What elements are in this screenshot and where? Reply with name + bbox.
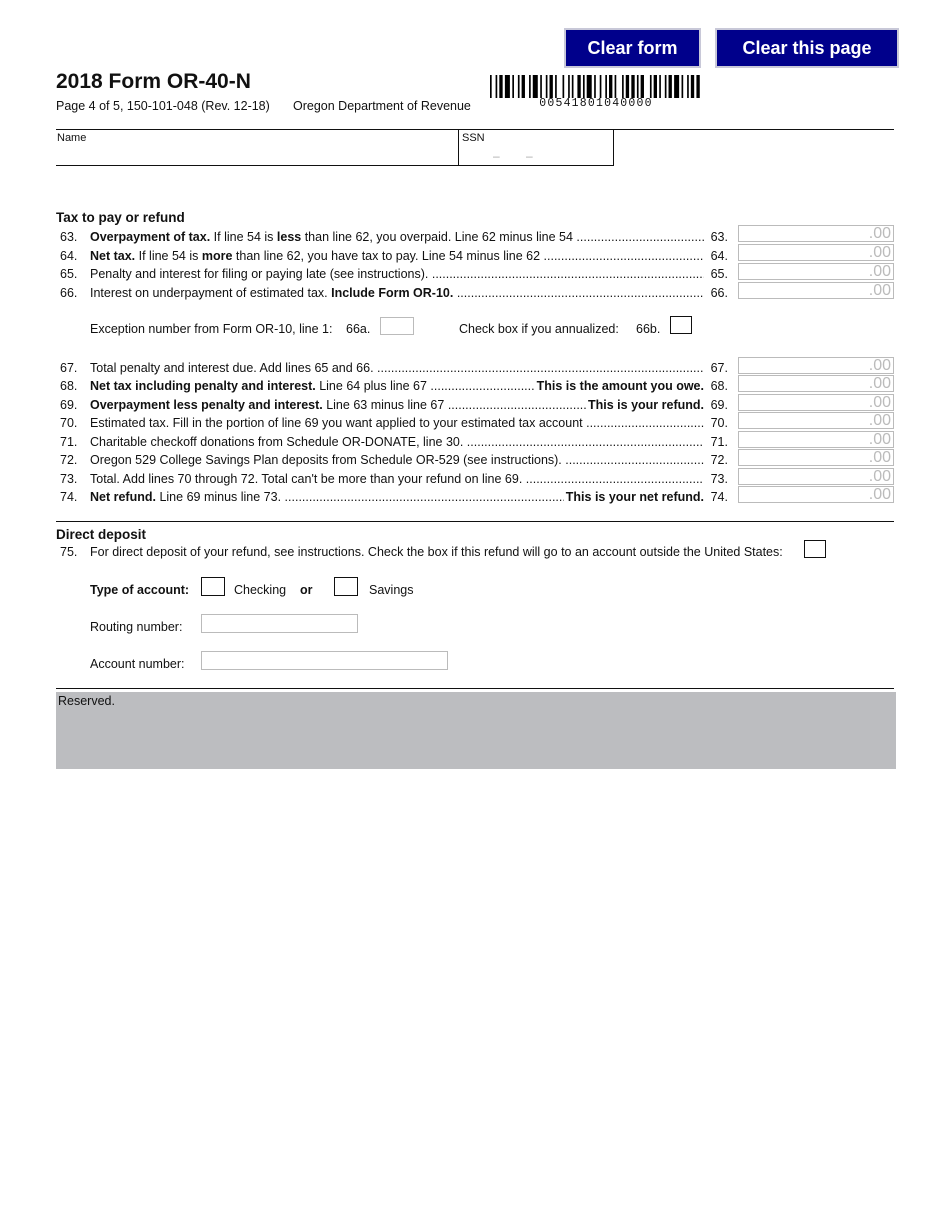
account-label: Account number: [90,657,185,671]
line-ref: 70. [710,416,728,430]
foreign-account-checkbox[interactable] [804,540,826,558]
line-number: 64. [60,249,78,263]
tax-section-title: Tax to pay or refund [56,210,185,225]
line-63 [56,228,728,246]
line-ref: 68. [710,379,728,393]
annualized-checkbox[interactable] [670,316,692,334]
line-callout: This is your net refund. [565,490,704,504]
checking-checkbox[interactable] [201,577,225,596]
line-number: 65. [60,267,78,281]
line-67-amount[interactable]: .00 [738,357,894,374]
direct-deposit-title: Direct deposit [56,527,147,542]
line-63-amount[interactable]: .00 [738,225,894,242]
ssn-field[interactable] [458,130,614,166]
line-description: Overpayment less penalty and interest. Line 63 minus line 67 ..... [90,396,704,414]
line-64-amount[interactable]: .00 [738,244,894,261]
ssn-separator: – [526,149,533,163]
line-ref: 63. [710,230,728,244]
ssn-separator: – [493,149,500,163]
page-info: Page 4 of 5, 150-101-048 (Rev. 12-18) [56,99,270,113]
name-field[interactable] [56,130,458,166]
line-65 [56,265,728,283]
line-description: Overpayment of tax. If line 54 is less than line 62, you overpaid. Line 62 minus line 54 ..... [90,228,704,246]
line-callout: This is the amount you owe. [536,379,704,393]
line-73-amount[interactable]: .00 [738,468,894,485]
line-74-amount[interactable]: .00 [738,486,894,503]
line-66 [56,284,728,302]
line-number: 70. [60,416,78,430]
line-callout: This is your refund. [588,398,704,412]
line-number: 66. [60,286,78,300]
line-description: Net tax. If line 54 is more than line 62, you have tax to pay. Line 54 minus line 62 ..... [90,247,704,265]
account-number-input[interactable] [201,651,448,670]
line-66a-code: 66a. [346,322,371,336]
line-68-amount[interactable]: .00 [738,375,894,392]
reserved-area [56,692,896,769]
line-ref: 64. [710,249,728,263]
line-70 [56,414,728,432]
line-description: Total penalty and interest due. Add lines 65 and 66. ..... [90,359,704,377]
line-70-amount[interactable]: .00 [738,412,894,429]
line-ref: 65. [710,267,728,281]
or-label: or [300,583,313,597]
line-number: 68. [60,379,78,393]
line-66b-code: 66b. [636,322,661,336]
reserved-label: Reserved. [58,694,115,708]
line-ref: 74. [710,490,728,504]
ssn-label: SSN [462,132,485,144]
line-number: 71. [60,435,78,449]
line-66-amount[interactable]: .00 [738,282,894,299]
line-74 [56,488,728,506]
savings-label: Savings [369,583,414,597]
department-name: Oregon Department of Revenue [293,99,471,113]
line-65-amount[interactable]: .00 [738,263,894,280]
line-69 [56,396,728,414]
line-description: Net refund. Line 69 minus line 73. ..... [90,488,704,506]
clear-form-button[interactable]: Clear form [564,28,701,68]
routing-label: Routing number: [90,620,183,634]
exception-number-input[interactable] [380,317,414,335]
line-71-amount[interactable]: .00 [738,431,894,448]
line-description: Total. Add lines 70 through 72. Total can't be more than your refund on line 69. ..... [90,470,704,488]
line-number: 69. [60,398,78,412]
line-75-number: 75. [60,545,78,559]
section-divider [56,688,894,689]
savings-checkbox[interactable] [334,577,358,596]
clear-page-button[interactable]: Clear this page [715,28,899,68]
line-73 [56,470,728,488]
line-ref: 67. [710,361,728,375]
form-title: 2018 Form OR-40-N [56,70,251,93]
line-number: 73. [60,472,78,486]
line-description: Penalty and interest for filing or paying late (see instructions). ..... [90,265,704,283]
line-number: 63. [60,230,78,244]
line-ref: 73. [710,472,728,486]
account-type-label: Type of account: [90,583,190,597]
barcode-image [490,75,702,98]
line-ref: 72. [710,453,728,467]
line-67 [56,359,728,377]
line-description: Estimated tax. Fill in the portion of line 69 you want applied to your estimated tax account ..... [90,414,704,432]
section-divider [56,521,894,522]
line-ref: 69. [710,398,728,412]
name-label: Name [57,132,87,144]
exception-label: Exception number from Form OR-10, line 1: [90,322,333,336]
line-number: 72. [60,453,78,467]
line-71 [56,433,728,451]
line-description: Interest on underpayment of estimated tax. Include Form OR-10. ..... [90,284,704,302]
checking-label: Checking [234,583,287,597]
line-ref: 71. [710,435,728,449]
line-number: 67. [60,361,78,375]
annualized-label: Check box if you annualized: [459,322,619,336]
line-description: Net tax including penalty and interest. Line 64 plus line 67 ..... [90,377,704,395]
line-72-amount[interactable]: .00 [738,449,894,466]
line-75-text: For direct deposit of your refund, see instructions. Check the box if this refund will go to an account outside the United States: [90,545,783,559]
line-description: Oregon 529 College Savings Plan deposits from Schedule OR-529 (see instructions). ..... [90,451,704,469]
routing-number-input[interactable] [201,614,358,633]
barcode-number: 00541801040000 [539,97,653,110]
line-72 [56,451,728,469]
line-number: 74. [60,490,78,504]
line-description: Charitable checkoff donations from Schedule OR-DONATE, line 30. ..... [90,433,704,451]
line-68 [56,377,728,395]
line-ref: 66. [710,286,728,300]
line-69-amount[interactable]: .00 [738,394,894,411]
line-64 [56,247,728,265]
